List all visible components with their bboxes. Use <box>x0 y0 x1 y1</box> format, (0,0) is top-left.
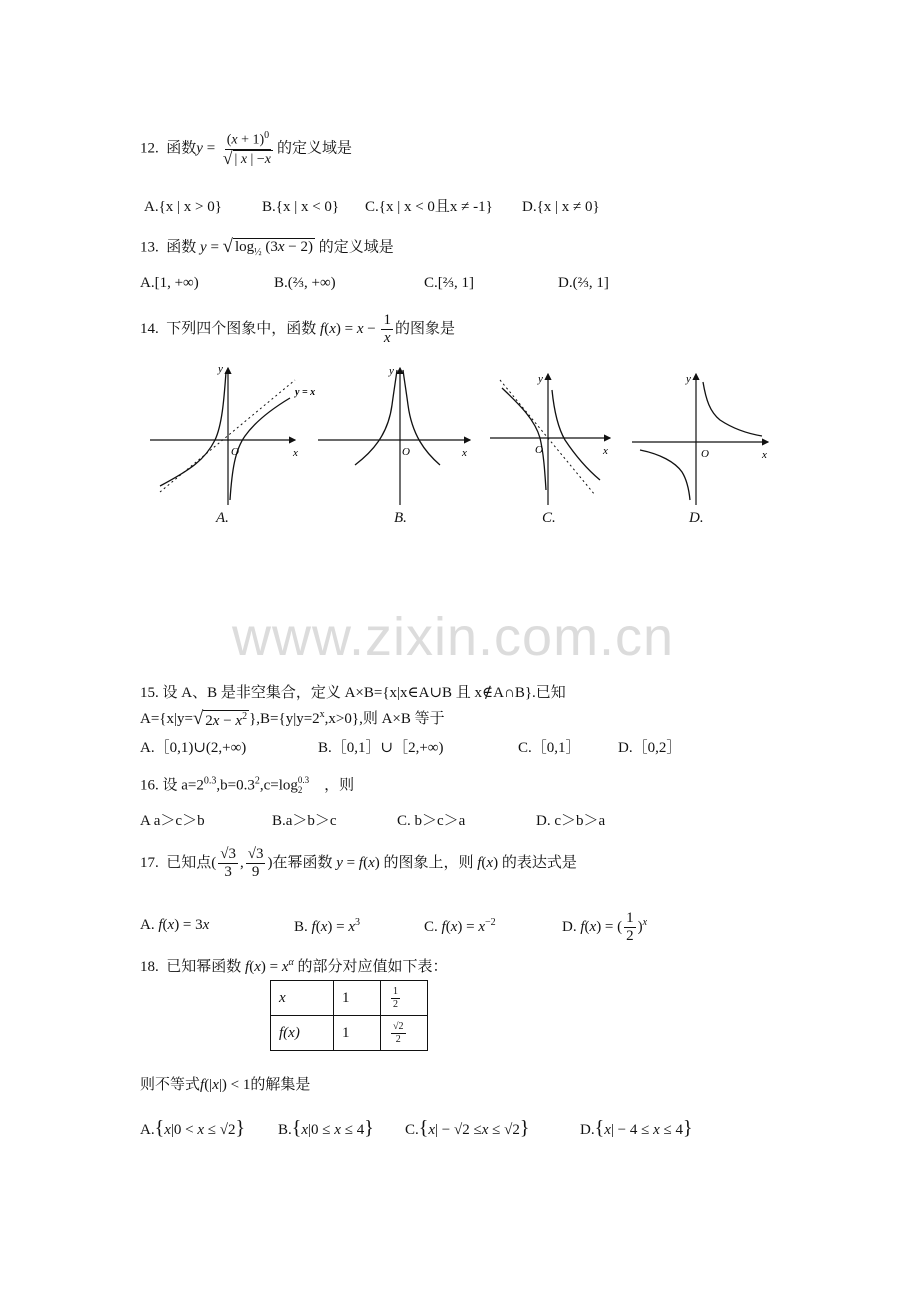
graph-d-y-label: y <box>686 373 691 385</box>
q18-table-x-1: 1 <box>334 981 381 1016</box>
q17-option-b: B. $f(x) = x^3$ <box>294 917 360 935</box>
q18-option-a: A.{x|0 < x ≤ √2} <box>140 1117 246 1139</box>
q18-table-fx-2: $\frac{√2}{2}$ <box>381 1016 428 1051</box>
q13-option-a: A.[1, +∞) <box>140 275 199 291</box>
q15-stem-line1: 15. 设 A、B 是非空集合，定义 A×B={x|x∈A∪B 且 x∉A∩B}.已知 <box>140 685 566 701</box>
graph-a <box>150 363 315 505</box>
q16-option-b: B.a＞b＞c <box>272 813 337 829</box>
q13-stem: 13. 函数 y = √ $\log_{\frac{1}{2}} (3x - 2)$ 的定义域是 <box>140 236 394 258</box>
graph-c-x-label: x <box>603 445 608 457</box>
watermark: www.zixin.com.cn <box>232 607 675 667</box>
graph-d-origin: O <box>701 448 709 460</box>
q17-option-d: D. f(x) = ( $\frac{1}{2}$ )$^x$ <box>562 910 648 945</box>
q15-option-d: D.［0,2］ <box>618 740 682 756</box>
graph-c <box>490 373 610 505</box>
q12-option-a: A.{x | x > 0} <box>144 199 222 215</box>
graph-c-origin: O <box>535 444 543 456</box>
graph-b-label: B. <box>394 510 407 526</box>
graph-c-y-label: y <box>538 373 543 385</box>
q15-option-c: C.［0,1］ <box>518 740 581 756</box>
graph-b <box>318 365 470 505</box>
graph-d-label: D. <box>689 510 704 526</box>
q12-option-b: B.{x | x < 0} <box>262 199 340 215</box>
graph-c-label: C. <box>542 510 556 526</box>
graph-a-asymptote-label: y = x <box>295 387 316 398</box>
q16-option-a: A a＞c＞b <box>140 813 205 829</box>
q17-option-a: A. f(x) = 3x <box>140 917 210 933</box>
q12-option-d: D.{x | x ≠ 0} <box>522 199 600 215</box>
q18-inequality: 则不等式f(|x|) < 1的解集是 <box>140 1077 311 1093</box>
q12-stem: 12. 函数y = $(x + 1)^0$ √ | x | −x 的定义域是 <box>140 130 352 168</box>
q15-stem-line2: A={x|y= √ $2x - x^2$ }$,B=\{y|y=2^x,x>0\}$,则 A×B 等于 <box>140 708 445 730</box>
q13-option-c: C.[⅔, 1] <box>424 275 474 291</box>
graph-a-label: A. <box>216 510 229 526</box>
q16-stem: 16. 设 $a=2^{0.3},b=0.3^2,c=\log$ 0.3 2 ，则 <box>140 775 355 795</box>
q13-option-b: B.(⅔, +∞) <box>274 275 336 291</box>
q17-stem: 17. 已知点( $\frac{√3}{3}$ , $\frac{√3}{9}$ )在幂函数 y = f(x) 的图象上，则 f(x) 的表达式是 <box>140 846 577 881</box>
graph-b-x-label: x <box>462 447 467 459</box>
q15-option-b: B.［0,1］∪［2,+∞) <box>318 740 444 756</box>
q18-table-x-2: $\frac{1}{2}$ <box>381 981 428 1016</box>
q15-option-a: A.［0,1)∪(2,+∞) <box>140 740 247 756</box>
graph-a-x-label: x <box>293 447 298 459</box>
graph-a-origin: O <box>231 446 239 458</box>
q16-option-c: C. b＞c＞a <box>397 813 466 829</box>
q16-option-d: D. c＞b＞a <box>536 813 606 829</box>
q13-option-d: D.(⅔, 1] <box>558 275 609 291</box>
q14-graphs <box>140 360 780 530</box>
graph-d-x-label: x <box>762 449 767 461</box>
q12-option-c: C.{x | x < 0且x ≠ -1} <box>365 199 493 215</box>
graph-b-origin: O <box>402 446 410 458</box>
q18-option-c: C.{x| − √2 ≤x ≤ √2} <box>405 1117 530 1139</box>
q18-value-table <box>270 980 428 1051</box>
graph-b-y-label: y <box>389 365 394 377</box>
graph-d <box>632 373 768 505</box>
graph-a-y-label: y <box>218 363 223 375</box>
q18-table-x-header: x <box>271 981 334 1016</box>
q14-graphs-svg <box>140 360 780 510</box>
q18-stem: 18. 已知幂函数 $f(x) = x^\alpha$ 的部分对应值如下表： <box>140 957 448 975</box>
q18-option-b: B.{x|0 ≤ x ≤ 4} <box>278 1117 374 1139</box>
q17-option-c: C. $f(x) = x^{-2}$ <box>424 917 496 935</box>
q18-table-fx-header: f(x) <box>271 1016 334 1051</box>
q14-stem: 14. 下列四个图象中，函数 f(x) = x − $\frac{1}{x}$ 的图象是 <box>140 312 455 347</box>
q18-table-fx-1: 1 <box>334 1016 381 1051</box>
q18-option-d: D.{x| − 4 ≤ x ≤ 4} <box>580 1117 693 1139</box>
